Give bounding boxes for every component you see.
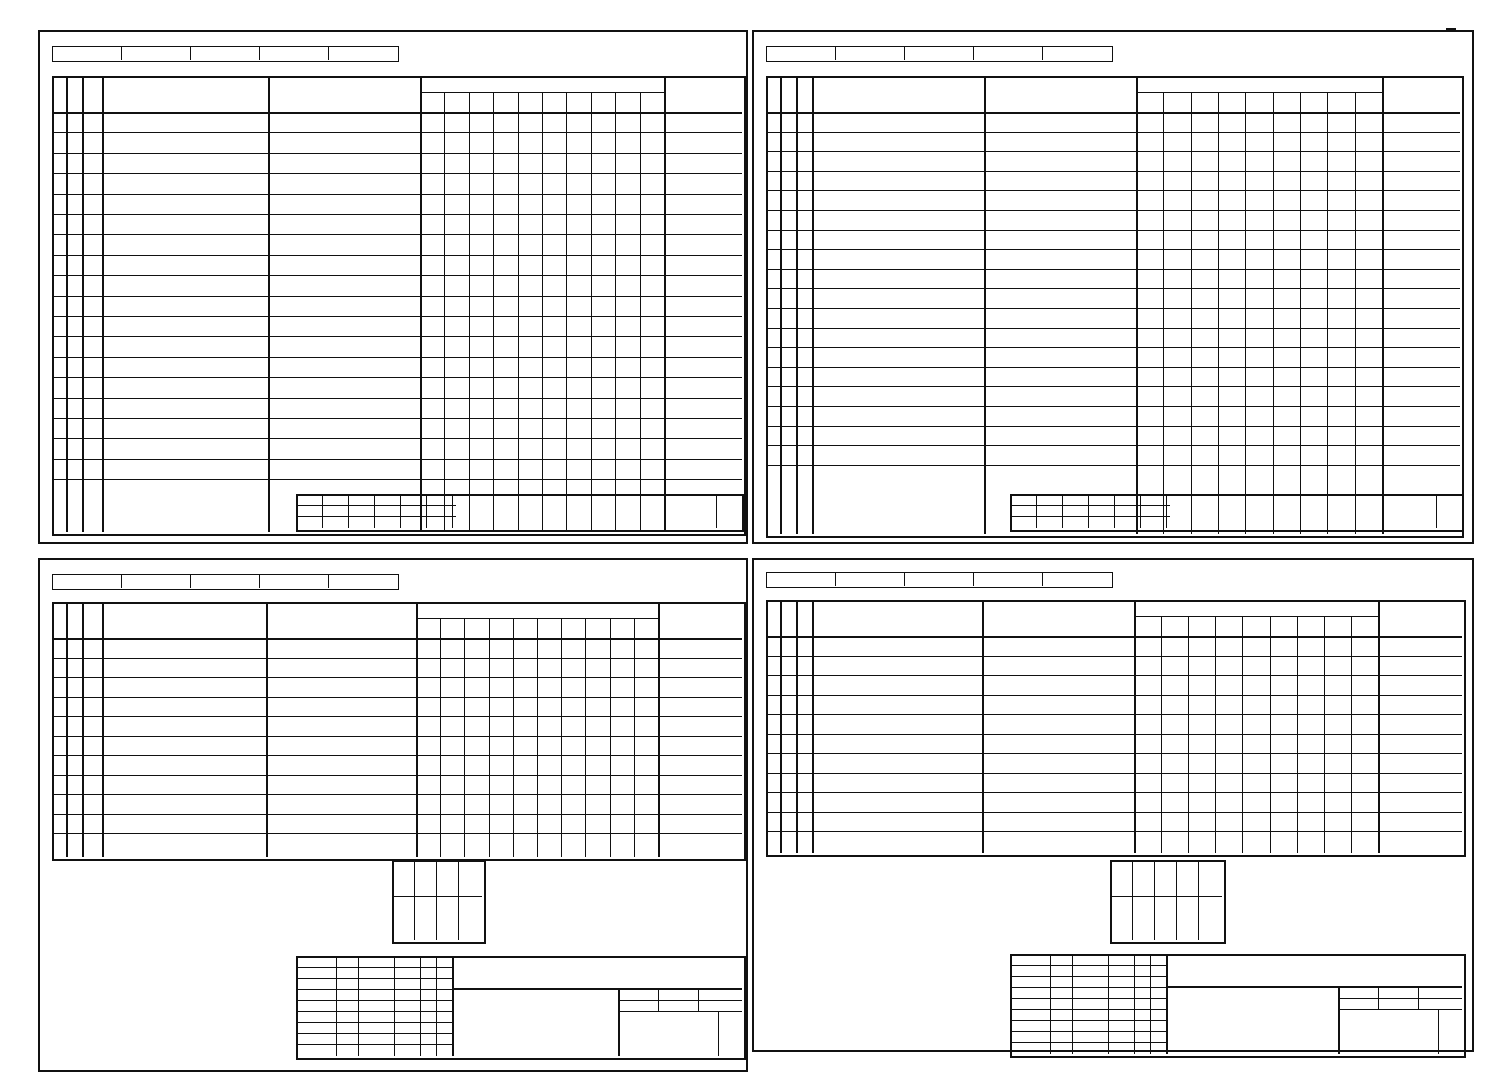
- v-rule: [102, 76, 104, 532]
- v-rule: [973, 572, 974, 586]
- v-rule: [1324, 616, 1325, 853]
- h-rule: [52, 638, 742, 640]
- h-rule: [766, 426, 1460, 427]
- h-rule: [766, 210, 1460, 211]
- v-rule: [1042, 572, 1043, 586]
- v-rule: [464, 618, 465, 857]
- h-rule: [766, 249, 1460, 250]
- v-rule: [1088, 494, 1089, 528]
- v-rule: [518, 92, 519, 532]
- v-rule: [1036, 494, 1037, 528]
- v-rule: [1327, 92, 1328, 534]
- v-rule: [259, 46, 260, 60]
- v-rule: [618, 988, 620, 1056]
- v-rule: [1198, 860, 1199, 940]
- v-rule: [1132, 860, 1133, 940]
- title-block: [296, 494, 744, 532]
- h-rule: [766, 445, 1460, 446]
- v-rule: [542, 92, 543, 532]
- shifr-block: [392, 860, 486, 944]
- h-rule: [52, 132, 742, 133]
- v-rule: [561, 618, 562, 857]
- v-rule: [640, 92, 641, 532]
- v-rule: [904, 572, 905, 586]
- h-rule: [618, 1000, 742, 1001]
- h-rule: [52, 658, 742, 659]
- v-rule: [1134, 954, 1135, 1054]
- spec-table: [766, 76, 1464, 538]
- stamp-strip: [766, 572, 1113, 588]
- h-rule: [52, 275, 742, 276]
- v-rule: [664, 76, 666, 532]
- h-rule: [766, 112, 1460, 114]
- v-rule: [121, 574, 122, 588]
- v-rule: [1140, 494, 1141, 528]
- h-rule: [52, 112, 742, 114]
- v-rule: [1270, 616, 1271, 853]
- h-rule: [766, 328, 1460, 329]
- v-rule: [400, 494, 401, 528]
- h-rule: [1010, 965, 1166, 966]
- v-rule: [66, 76, 68, 532]
- stamp-strip: [52, 46, 399, 62]
- h-rule: [52, 336, 742, 337]
- v-rule: [658, 988, 659, 1011]
- h-rule: [1338, 998, 1462, 999]
- h-rule: [766, 406, 1460, 407]
- h-rule: [52, 255, 742, 256]
- v-rule: [1273, 92, 1274, 534]
- h-rule: [1010, 998, 1166, 999]
- h-rule: [766, 132, 1460, 133]
- v-rule: [973, 46, 974, 60]
- v-rule: [121, 46, 122, 60]
- v-rule: [1355, 92, 1356, 534]
- v-rule: [1166, 494, 1167, 528]
- h-rule: [1134, 616, 1378, 617]
- h-rule: [1110, 896, 1222, 897]
- v-rule: [328, 574, 329, 588]
- v-rule: [469, 92, 470, 532]
- v-rule: [436, 956, 437, 1056]
- h-rule: [1136, 92, 1382, 93]
- shifr-block: [1110, 860, 1226, 944]
- v-rule: [374, 494, 375, 528]
- h-rule: [766, 308, 1460, 309]
- v-rule: [1176, 860, 1177, 940]
- v-rule: [1188, 616, 1189, 853]
- v-rule: [426, 494, 427, 528]
- v-rule: [436, 860, 437, 940]
- v-rule: [322, 494, 323, 528]
- v-rule: [328, 46, 329, 60]
- page-number: [1446, 28, 1456, 30]
- h-rule: [52, 716, 742, 717]
- h-rule: [766, 695, 1462, 696]
- v-rule: [1215, 616, 1216, 853]
- h-rule: [52, 377, 742, 378]
- h-rule: [1010, 987, 1166, 988]
- v-rule: [1338, 986, 1340, 1054]
- v-rule: [1166, 954, 1168, 1054]
- sheet_bl: [38, 558, 748, 1072]
- h-rule: [52, 459, 742, 460]
- h-rule: [1338, 1009, 1462, 1010]
- h-rule: [52, 153, 742, 154]
- h-rule: [52, 357, 742, 358]
- h-rule: [52, 794, 742, 795]
- h-rule: [766, 347, 1460, 348]
- h-rule: [296, 516, 456, 517]
- v-rule: [904, 46, 905, 60]
- title-block: [1010, 494, 1464, 532]
- h-rule: [52, 173, 742, 174]
- v-rule: [1300, 92, 1301, 534]
- h-rule: [1010, 1042, 1166, 1043]
- spec-table: [766, 600, 1466, 857]
- v-rule: [1245, 92, 1246, 534]
- v-rule: [66, 602, 68, 857]
- h-rule: [52, 755, 742, 756]
- v-rule: [268, 76, 270, 532]
- sheet_br: [752, 558, 1474, 1052]
- h-rule: [52, 697, 742, 698]
- v-rule: [591, 92, 592, 532]
- stamp-strip: [766, 46, 1113, 62]
- v-rule: [444, 92, 445, 532]
- h-rule: [766, 386, 1460, 387]
- v-rule: [513, 618, 514, 857]
- h-rule: [52, 418, 742, 419]
- v-rule: [1438, 1009, 1439, 1054]
- v-rule: [440, 618, 441, 857]
- h-rule: [52, 833, 742, 834]
- v-rule: [1154, 860, 1155, 940]
- h-rule: [296, 505, 456, 506]
- h-rule: [618, 1011, 742, 1012]
- h-rule: [766, 151, 1460, 152]
- spec-table: [52, 76, 746, 536]
- h-rule: [52, 479, 742, 480]
- h-rule: [1010, 505, 1170, 506]
- h-rule: [766, 773, 1462, 774]
- v-rule: [452, 956, 454, 1056]
- v-rule: [610, 618, 611, 857]
- v-rule: [1242, 616, 1243, 853]
- v-rule: [452, 494, 453, 528]
- h-rule: [766, 636, 1462, 638]
- v-rule: [1351, 616, 1352, 853]
- h-rule: [52, 438, 742, 439]
- h-rule: [766, 656, 1462, 657]
- v-rule: [489, 618, 490, 857]
- h-rule: [766, 288, 1460, 289]
- v-rule: [394, 956, 395, 1056]
- h-rule: [52, 814, 742, 815]
- v-rule: [634, 618, 635, 857]
- v-rule: [1108, 954, 1109, 1054]
- h-rule: [1010, 1031, 1166, 1032]
- h-rule: [1010, 976, 1166, 977]
- h-rule: [52, 296, 742, 297]
- v-rule: [190, 46, 191, 60]
- v-rule: [348, 494, 349, 528]
- v-rule: [420, 956, 421, 1056]
- h-rule: [766, 367, 1460, 368]
- h-rule: [296, 1022, 452, 1023]
- h-rule: [766, 812, 1462, 813]
- v-rule: [835, 46, 836, 60]
- v-rule: [1042, 46, 1043, 60]
- h-rule: [766, 230, 1460, 231]
- h-rule: [296, 1000, 452, 1001]
- v-rule: [658, 602, 660, 857]
- v-rule: [358, 956, 359, 1056]
- v-rule: [1062, 494, 1063, 528]
- v-rule: [82, 76, 84, 532]
- h-rule: [392, 896, 482, 897]
- h-rule: [296, 967, 452, 968]
- v-rule: [420, 76, 422, 532]
- h-rule: [766, 753, 1462, 754]
- h-rule: [52, 775, 742, 776]
- sheet_tl: [38, 30, 748, 544]
- spec-table: [52, 602, 746, 861]
- h-rule: [52, 398, 742, 399]
- h-rule: [766, 465, 1460, 466]
- v-rule: [416, 602, 418, 857]
- v-rule: [1191, 92, 1192, 534]
- h-rule: [296, 1044, 452, 1045]
- h-rule: [296, 1033, 452, 1034]
- h-rule: [1010, 516, 1170, 517]
- h-rule: [52, 234, 742, 235]
- v-rule: [835, 572, 836, 586]
- v-rule: [698, 988, 699, 1011]
- v-rule: [566, 92, 567, 532]
- h-rule: [52, 736, 742, 737]
- v-rule: [82, 602, 84, 857]
- v-rule: [1050, 954, 1051, 1054]
- v-rule: [493, 92, 494, 532]
- v-rule: [1436, 494, 1437, 528]
- sheet_tr: [752, 30, 1474, 544]
- h-rule: [766, 171, 1460, 172]
- h-rule: [766, 190, 1460, 191]
- v-rule: [1161, 616, 1162, 853]
- v-rule: [537, 618, 538, 857]
- v-rule: [718, 1011, 719, 1056]
- v-rule: [102, 602, 104, 857]
- v-rule: [259, 574, 260, 588]
- v-rule: [1150, 954, 1151, 1054]
- v-rule: [336, 956, 337, 1056]
- h-rule: [766, 714, 1462, 715]
- h-rule: [1010, 1009, 1166, 1010]
- v-rule: [585, 618, 586, 857]
- h-rule: [766, 831, 1462, 832]
- v-rule: [1072, 954, 1073, 1054]
- v-rule: [1418, 986, 1419, 1009]
- v-rule: [458, 860, 459, 940]
- h-rule: [52, 214, 742, 215]
- v-rule: [190, 574, 191, 588]
- v-rule: [615, 92, 616, 532]
- h-rule: [296, 1011, 452, 1012]
- h-rule: [296, 978, 452, 979]
- v-rule: [266, 602, 268, 857]
- h-rule: [766, 734, 1462, 735]
- v-rule: [716, 494, 717, 528]
- h-rule: [766, 675, 1462, 676]
- v-rule: [1218, 92, 1219, 534]
- v-rule: [414, 860, 415, 940]
- stamp-strip: [52, 574, 399, 590]
- h-rule: [52, 194, 742, 195]
- h-rule: [52, 677, 742, 678]
- h-rule: [52, 316, 742, 317]
- v-rule: [1163, 92, 1164, 534]
- h-rule: [296, 989, 452, 990]
- h-rule: [766, 792, 1462, 793]
- h-rule: [766, 269, 1460, 270]
- v-rule: [1297, 616, 1298, 853]
- v-rule: [1114, 494, 1115, 528]
- h-rule: [1010, 1020, 1166, 1021]
- v-rule: [1378, 986, 1379, 1009]
